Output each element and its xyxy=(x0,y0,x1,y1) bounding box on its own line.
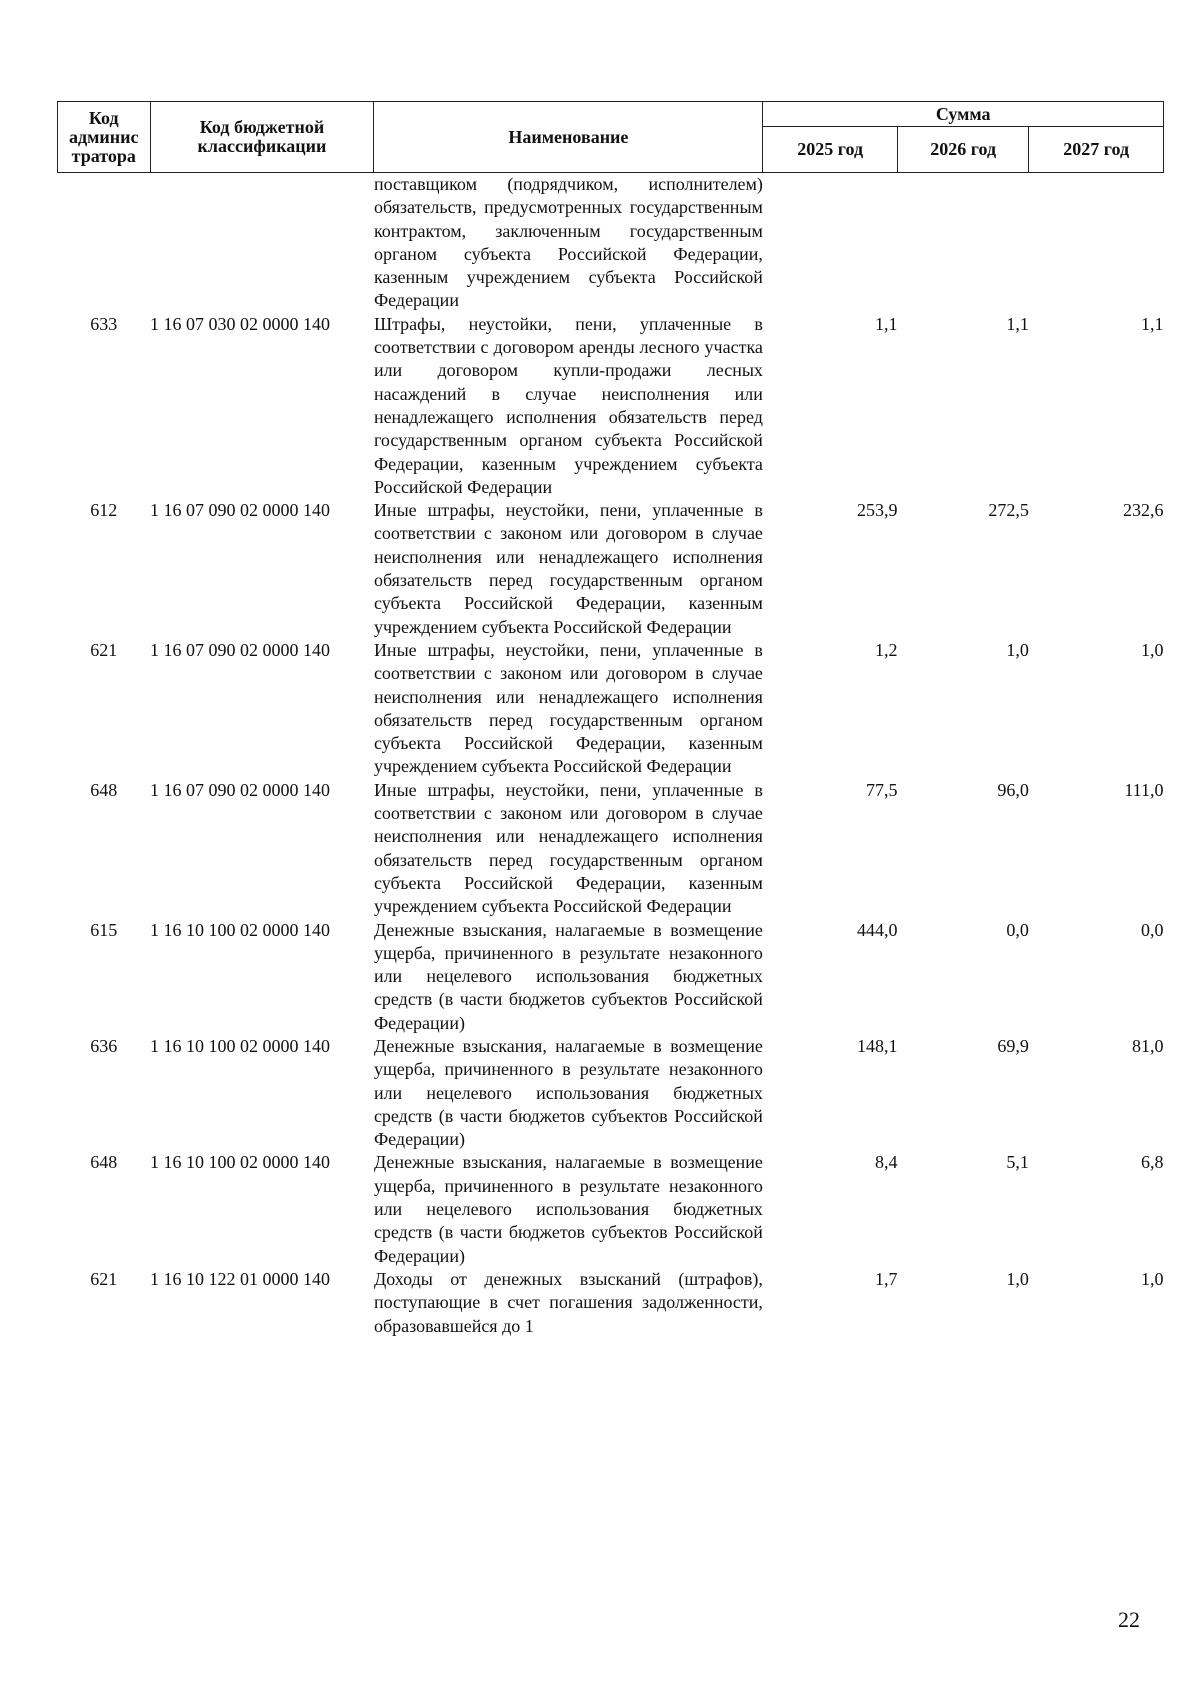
kbk-code-cell: 1 16 10 100 02 0000 140 xyxy=(150,1152,331,1173)
sum-2026-cell: 1,0 xyxy=(1006,639,1029,660)
admin-code-cell: 648 xyxy=(90,1152,118,1173)
table-row xyxy=(58,919,1164,1035)
header-sum: Сумма xyxy=(763,102,1164,127)
header-admin-code: Код админис тратора xyxy=(58,102,151,173)
sum-2026-cell: 69,9 xyxy=(997,1035,1029,1056)
sum-2025-cell: 444,0 xyxy=(856,919,898,940)
admin-code-cell: 621 xyxy=(90,1268,118,1289)
name-cell: Иные штрафы, неустойки, пени, уплаченные в соответствии с законом или договором в случае неисполнения или ненадлежащего исполнения обязательств перед государственным органом субъекта Российской Федерации, казенным учреждением субъекта Российской Федерации xyxy=(373,779,763,917)
table-row xyxy=(58,1268,1164,1338)
name-cell: Иные штрафы, неустойки, пени, уплаченные в соответствии с законом или договором в случае неисполнения или ненадлежащего исполнения обязательств перед государственным органом субъекта Российской Федерации, казенным учреждением субъекта Российской Федерации xyxy=(373,500,763,637)
kbk-code-cell: 1 16 07 090 02 0000 140 xyxy=(150,500,331,521)
kbk-code-cell: 1 16 07 090 02 0000 140 xyxy=(150,779,331,800)
sum-2027-cell: 1,1 xyxy=(1141,313,1164,334)
sum-2026-cell: 1,0 xyxy=(1006,1268,1029,1289)
sum-2026-cell: 96,0 xyxy=(997,779,1029,800)
sum-2025-cell: 148,1 xyxy=(856,1035,898,1056)
header-year-2027: 2027 год xyxy=(1029,127,1164,173)
header-year-2025: 2025 год xyxy=(763,127,898,173)
sum-2026-cell: 5,1 xyxy=(1006,1152,1029,1173)
admin-code-cell: 612 xyxy=(90,500,118,521)
admin-code-cell: 636 xyxy=(90,1035,118,1056)
name-cell: Доходы от денежных взысканий (штрафов), поступающие в счет погашения задолженности, образовавшейся до 1 xyxy=(373,1268,763,1336)
name-cell: Иные штрафы, неустойки, пени, уплаченные в соответствии с законом или договором в случае неисполнения или ненадлежащего исполнения обязательств перед государственным органом субъекта Российской Федерации, казенным учреждением субъекта Российской Федерации xyxy=(373,639,763,777)
name-cell: Денежные взыскания, налагаемые в возмещение ущерба, причиненного в результате незаконного или нецелевого использования бюджетных средств (в части бюджетов субъектов Российской Федерации) xyxy=(373,919,763,1033)
header-kbk-code: Код бюджетной классификации xyxy=(150,102,374,173)
page-number: 22 xyxy=(1118,1607,1140,1632)
admin-code-cell: 633 xyxy=(90,313,118,334)
sum-2027-cell: 1,0 xyxy=(1141,639,1164,660)
sum-2027-cell: 111,0 xyxy=(1124,779,1164,800)
name-cell: Штрафы, неустойки, пени, уплаченные в соответствии с договором аренды лесного участка или договором купли-продажи лесных насаждений в случае неисполнения или ненадлежащего исполнения обязательств перед государственным органом субъекта Российской Федерации, казенным учреждением субъекта Российской Федерации xyxy=(373,313,763,497)
header-year-2026: 2026 год xyxy=(897,127,1028,173)
table-row xyxy=(58,499,1164,639)
sum-2027-cell: 1,0 xyxy=(1141,1268,1164,1289)
sum-2027-cell: 6,8 xyxy=(1141,1152,1164,1173)
sum-2025-cell: 1,7 xyxy=(874,1268,898,1289)
sum-2025-cell: 253,9 xyxy=(856,500,898,521)
table-header xyxy=(58,102,1164,173)
sum-2025-cell: 1,2 xyxy=(874,639,898,660)
sum-2027-cell: 0,0 xyxy=(1141,919,1164,940)
kbk-code-cell: 1 16 10 100 02 0000 140 xyxy=(150,1035,331,1056)
admin-code-cell: 615 xyxy=(90,919,118,940)
table-row xyxy=(58,1151,1164,1267)
sum-2027-cell: 81,0 xyxy=(1132,1035,1164,1056)
table-row xyxy=(58,313,1164,499)
sum-2025-cell: 1,1 xyxy=(874,313,898,334)
sum-2026-cell: 1,1 xyxy=(1006,313,1029,334)
table-row xyxy=(58,1035,1164,1151)
table-body xyxy=(58,173,1164,1338)
name-cell: Денежные взыскания, налагаемые в возмещение ущерба, причиненного в результате незаконного или нецелевого использования бюджетных средств (в части бюджетов субъектов Российской Федерации) xyxy=(373,1035,763,1150)
name-cell: Денежные взыскания, налагаемые в возмещение ущерба, причиненного в результате незаконного или нецелевого использования бюджетных средств (в части бюджетов субъектов Российской Федерации) xyxy=(373,1152,763,1266)
continuation-text: поставщиком (подрядчиком, исполнителем) обязательств, предусмотренных государственным контрактом, заключенным государственным органом субъекта Российской Федерации, казенным учреждением субъекта Российской Федерации xyxy=(373,174,763,311)
revenue-table xyxy=(57,101,1164,1338)
table-row xyxy=(58,779,1164,919)
admin-code-cell: 621 xyxy=(90,639,118,660)
kbk-code-cell: 1 16 07 030 02 0000 140 xyxy=(150,313,331,334)
header-name: Наименование xyxy=(374,102,763,173)
kbk-code-cell: 1 16 10 100 02 0000 140 xyxy=(150,919,331,940)
sum-2026-cell: 0,0 xyxy=(1006,919,1029,940)
sum-2025-cell: 8,4 xyxy=(874,1152,898,1173)
kbk-code-cell: 1 16 10 122 01 0000 140 xyxy=(150,1268,331,1289)
sum-2025-cell: 77,5 xyxy=(865,779,898,800)
admin-code-cell: 648 xyxy=(90,779,118,800)
table-row xyxy=(58,639,1164,779)
sum-2027-cell: 232,6 xyxy=(1123,500,1164,521)
continuation-row xyxy=(58,173,1164,313)
sum-2026-cell: 272,5 xyxy=(988,500,1029,521)
kbk-code-cell: 1 16 07 090 02 0000 140 xyxy=(150,639,331,660)
